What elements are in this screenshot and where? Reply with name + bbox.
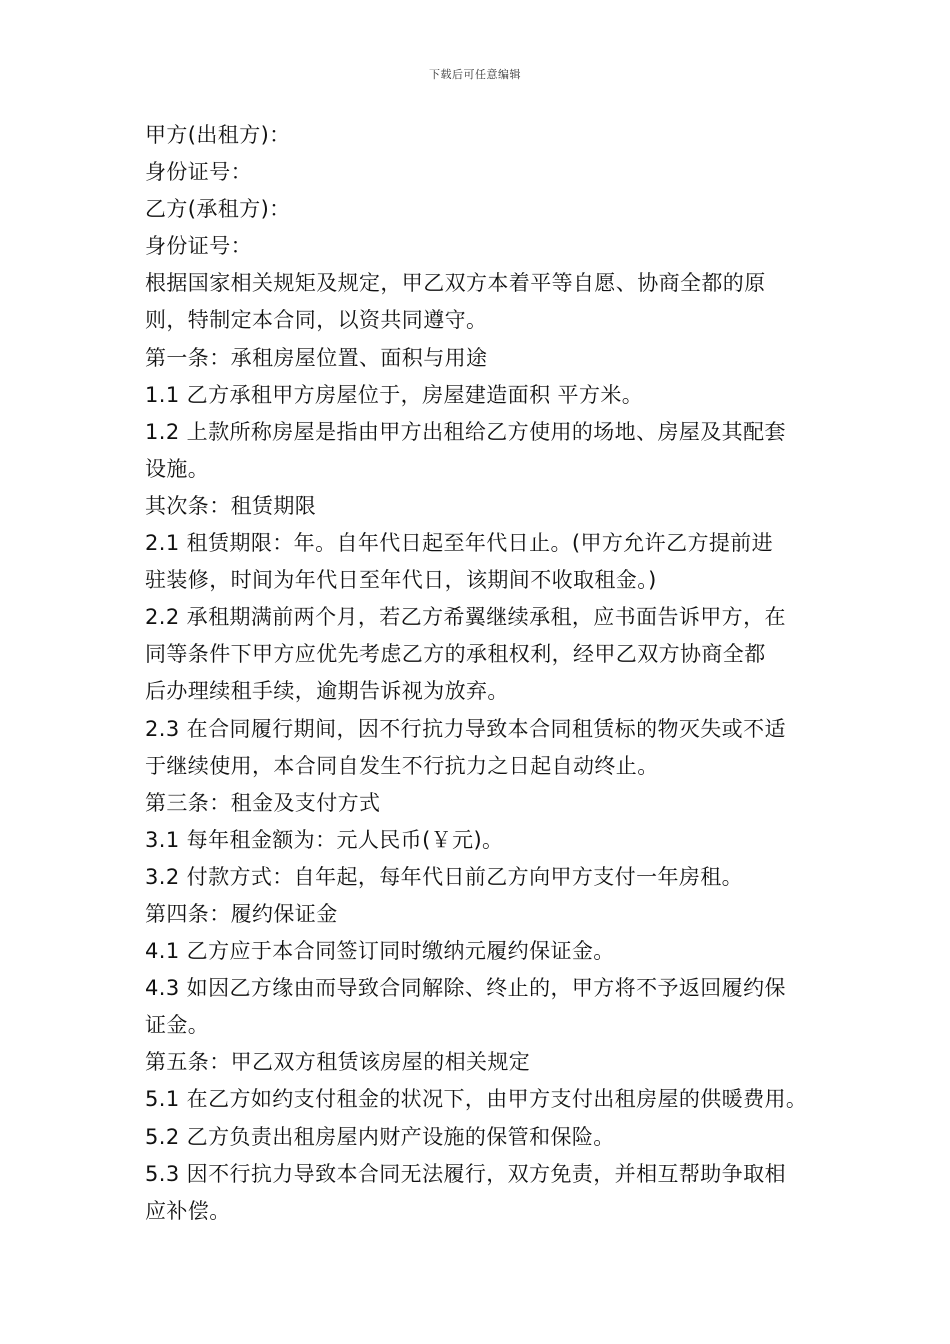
doc-line: 第三条：租金及支付方式 bbox=[145, 790, 381, 815]
doc-line: 应补偿。 bbox=[145, 1198, 231, 1223]
header-note: 下载后可任意编辑 bbox=[429, 68, 521, 81]
doc-line: 驻装修，时间为年代日至年代日，该期间不收取租金。) bbox=[145, 568, 657, 593]
doc-line: 2.1 租赁期限：年。自年代日起至年代日止。(甲方允许乙方提前进 bbox=[145, 531, 774, 556]
doc-line: 乙方(承租方)： bbox=[145, 197, 291, 222]
doc-line: 甲方(出租方)： bbox=[145, 123, 291, 147]
doc-line: 设施。 bbox=[145, 456, 210, 481]
doc-line: 1.2 上款所称房屋是指由甲方出租给乙方使用的场地、房屋及其配套 bbox=[145, 419, 786, 444]
doc-line: 4.1 乙方应于本合同签订同时缴纳元履约保证金。 bbox=[145, 939, 615, 964]
doc-line: 身份证号： bbox=[145, 234, 252, 259]
doc-line: 5.2 乙方负责出租房屋内财产设施的保管和保险。 bbox=[145, 1124, 615, 1149]
document-body bbox=[145, 117, 817, 1230]
doc-line: 第一条：承租房屋位置、面积与用途 bbox=[145, 345, 488, 370]
doc-line: 第四条：履约保证金 bbox=[145, 901, 338, 926]
doc-line: 2.3 在合同履行期间，因不行抗力导致本合同租赁标的物灭失或不适 bbox=[145, 716, 786, 741]
doc-line: 第五条：甲乙双方租赁该房屋的相关规定 bbox=[145, 1050, 531, 1075]
doc-line: 后办理续租手续，逾期告诉视为放弃。 bbox=[145, 679, 509, 704]
doc-line: 4.3 如因乙方缘由而导致合同解除、终止的，甲方将不予返回履约保 bbox=[145, 976, 786, 1001]
doc-line: 身份证号： bbox=[145, 160, 252, 185]
doc-line: 其次条：租赁期限 bbox=[145, 493, 317, 518]
doc-line: 3.2 付款方式：自年起，每年代日前乙方向甲方支付一年房租。 bbox=[145, 864, 744, 889]
doc-line: 5.3 因不行抗力导致本合同无法履行，双方免责，并相互帮助争取相 bbox=[145, 1161, 786, 1186]
doc-line: 根据国家相关规矩及规定，甲乙双方本着平等自愿、协商全都的原 bbox=[145, 271, 766, 296]
doc-line: 同等条件下甲方应优先考虑乙方的承租权利，经甲乙双方协商全都 bbox=[145, 642, 766, 667]
doc-line: 则，特制定本合同，以资共同遵守。 bbox=[145, 308, 488, 333]
doc-line: 证金。 bbox=[145, 1013, 210, 1038]
doc-line: 于继续使用，本合同自发生不行抗力之日起自动终止。 bbox=[145, 753, 659, 778]
doc-line: 1.1 乙方承租甲方房屋位于，房屋建造面积 平方米。 bbox=[145, 382, 644, 407]
doc-line: 3.1 每年租金额为：元人民币(￥元)。 bbox=[145, 827, 504, 852]
doc-line: 2.2 承租期满前两个月，若乙方希翼继续承租，应书面告诉甲方，在 bbox=[145, 605, 786, 630]
doc-line: 5.1 在乙方如约支付租金的状况下，由甲方支付出租房屋的供暖费用。 bbox=[145, 1087, 808, 1112]
